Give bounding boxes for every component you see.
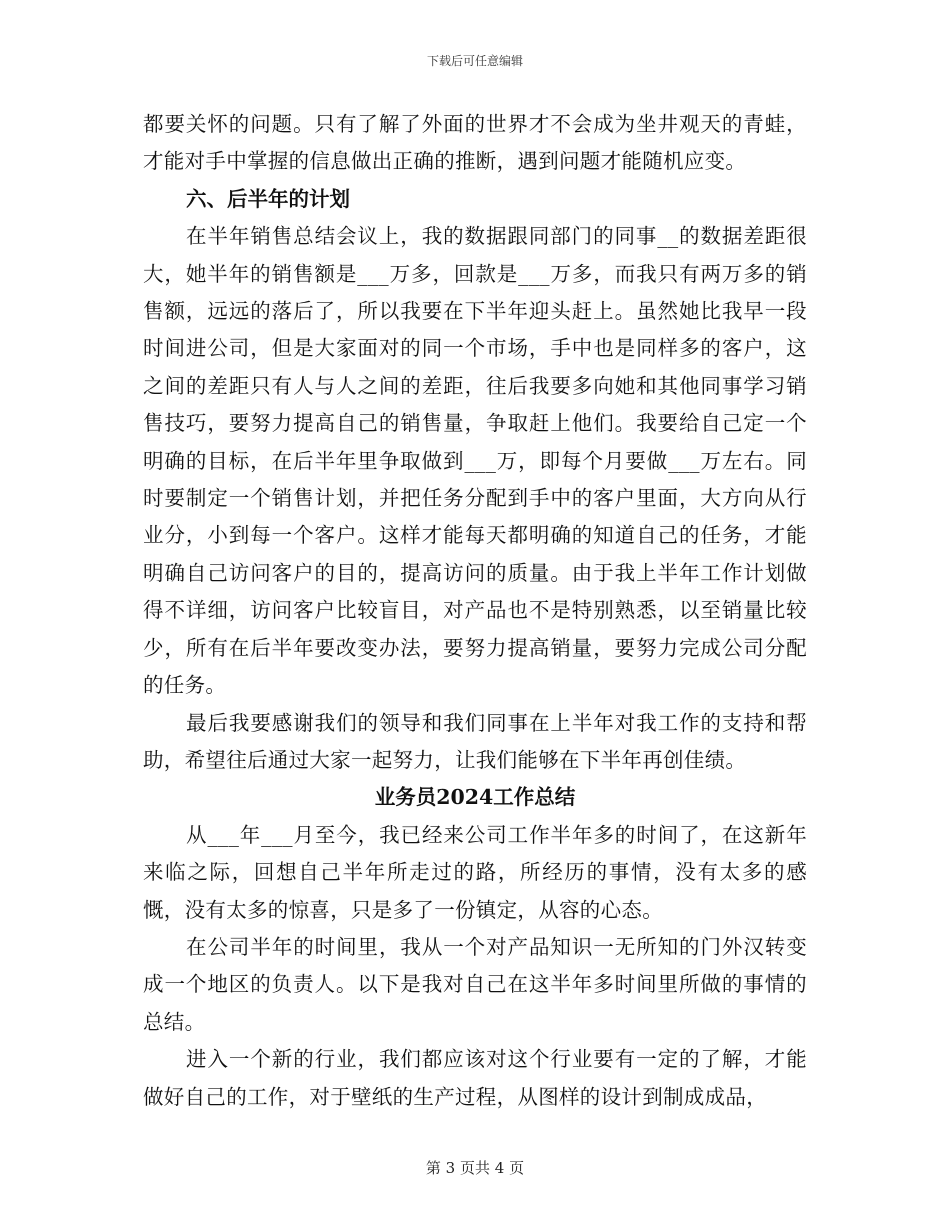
paragraph-continuation: 都要关怀的问题。只有了解了外面的世界才不会成为坐井观天的青蛙，才能对手中掌握的信息做出正确的推断，遇到问题才能随机应变。: [143, 112, 807, 174]
document-title: 业务员2024工作总结: [374, 785, 576, 810]
page-footer: 第 3 页共 4 页: [425, 1159, 525, 1177]
page-header: 下载后可任意编辑: [426, 54, 523, 68]
paragraph-industry: 进入一个新的行业，我们都应该对这个行业要有一定的了解，才能做好自己的工作，对于壁纸的生产过程，从图样的设计到制成成品，: [143, 1047, 807, 1109]
paragraph-intro: 从___年___月至今，我已经来公司工作半年多的时间了，在这新年来临之际，回想自己半年所走过的路，所经历的事情，没有太多的感慨，没有太多的惊喜，只是多了一份镇定，从容的心态。: [143, 822, 807, 922]
section-heading-plan: 六、后半年的计划: [186, 186, 350, 211]
document-body: [143, 106, 807, 1116]
paragraph-thanks: 最后我要感谢我们的领导和我们同事在上半年对我工作的支持和帮助，希望往后通过大家一起努力，让我们能够在下半年再创佳绩。: [143, 710, 807, 772]
paragraph-plan: 在半年销售总结会议上，我的数据跟同部门的同事__的数据差距很大，她半年的销售额是___万多，回款是___万多，而我只有两万多的销售额，远远的落后了，所以我要在下半年迎头赶上。虽然她比我早一段时间进公司，但是大家面对的同一个市场，手中也是同样多的客户，这之间的差距只有人与人之间的差距，往后我要多向她和其他同事学习销售技巧，要努力提高自己的销售量，争取赶上他们。我要给自己定一个明确的目标，在后半年里争取做到___万，即每个月要做___万左右。同时要制定一个销售计划，并把任务分配到手中的客户里面，大方向从行业分，小到每一个客户。这样才能每天都明确的知道自己的任务，才能明确自己访问客户的目的，提高访问的质量。由于我上半年工作计划做得不详细，访问客户比较盲目，对产品也不是特别熟悉，以至销量比较少，所有在后半年要改变办法，要努力提高销量，要努力完成公司分配的任务。: [143, 224, 807, 698]
paragraph-growth: 在公司半年的时间里，我从一个对产品知识一无所知的门外汉转变成一个地区的负责人。以下是我对自己在这半年多时间里所做的事情的总结。: [143, 934, 807, 1034]
